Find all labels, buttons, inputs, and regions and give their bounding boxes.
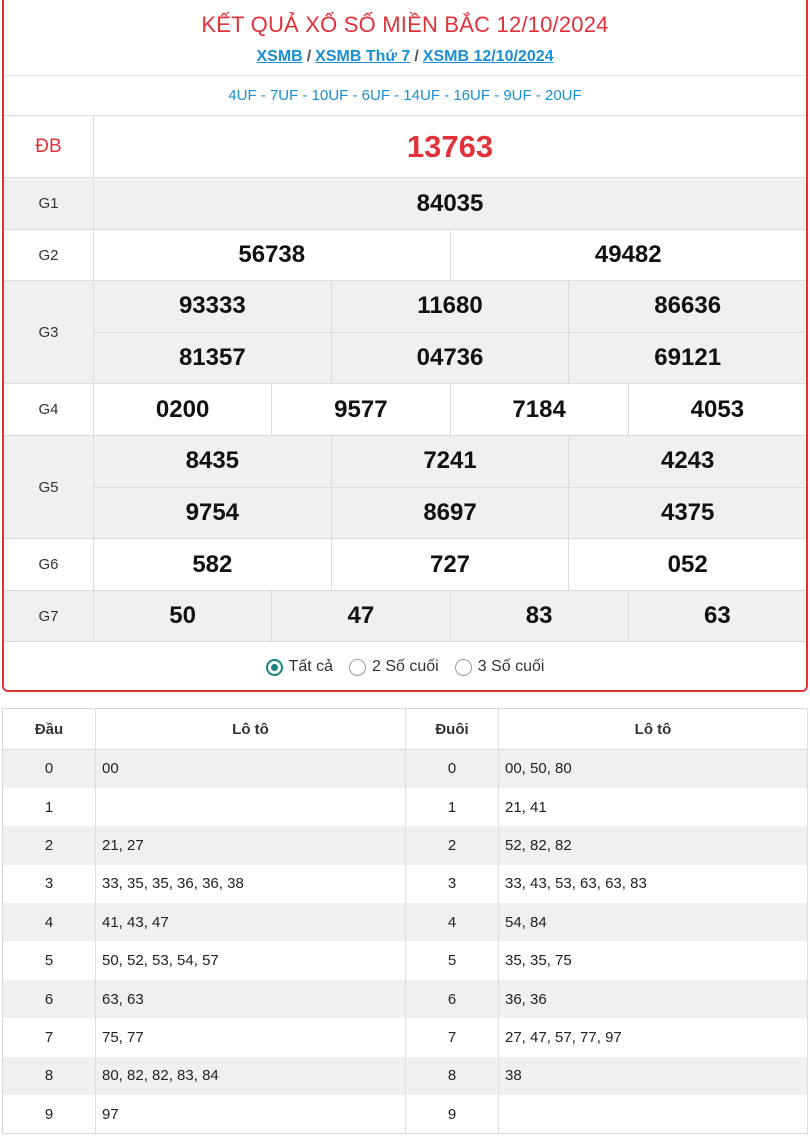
loto-duoi-values: 38 — [499, 1057, 808, 1095]
prize-row-đb — [4, 116, 806, 178]
loto-row — [3, 826, 808, 864]
prize-table — [4, 116, 806, 642]
loto-duoi: 9 — [406, 1095, 499, 1133]
prize-row-g6 — [4, 539, 806, 591]
prize-row-g3 — [4, 281, 806, 384]
prize-label: G6 — [4, 539, 94, 590]
prize-row-g4 — [4, 384, 806, 436]
loto-duoi-values: 52, 82, 82 — [499, 826, 808, 864]
loto-dau-values: 00 — [96, 750, 406, 788]
loto-duoi: 5 — [406, 941, 499, 979]
loto-row — [3, 865, 808, 903]
prize-number: 582 — [192, 550, 233, 578]
prize-numbers — [94, 230, 806, 280]
prize-number: 50 — [169, 602, 196, 629]
prize-line — [94, 230, 806, 280]
option-last-2-label: 2 Số cuối — [372, 658, 439, 675]
loto-row — [3, 788, 808, 826]
loto-duoi: 0 — [406, 750, 499, 788]
prize-number: 4053 — [628, 384, 806, 435]
header-duoi: Đuôi — [406, 709, 499, 750]
prize-number: 04736 — [331, 333, 569, 384]
loto-duoi-values: 27, 47, 57, 77, 97 — [499, 1018, 808, 1056]
breadcrumb-link-weekday[interactable]: XSMB Thứ 7 — [315, 48, 411, 65]
prize-number: 11680 — [331, 281, 569, 332]
option-last-3[interactable] — [455, 658, 545, 676]
header-dau-loto: Lô tô — [96, 709, 406, 750]
loto-dau-values — [96, 788, 406, 826]
prize-numbers — [94, 384, 806, 435]
prize-number: 83 — [450, 591, 628, 641]
loto-dau: 4 — [3, 903, 96, 941]
prize-label: G4 — [4, 384, 94, 435]
option-all-label: Tất cả — [288, 658, 334, 675]
loto-dau: 6 — [3, 980, 96, 1018]
loto-dau: 3 — [3, 865, 96, 903]
breadcrumb-separator: / — [414, 48, 419, 65]
loto-row — [3, 1018, 808, 1056]
prize-number: 9754 — [185, 498, 240, 526]
prize-number: 4243 — [568, 436, 806, 487]
radio-unchecked-icon[interactable] — [455, 659, 472, 676]
breadcrumb — [4, 48, 806, 76]
radio-checked-icon[interactable] — [266, 659, 283, 676]
prize-line — [94, 116, 806, 177]
prize-numbers — [94, 436, 806, 538]
loto-dau: 0 — [3, 750, 96, 788]
prize-label: G7 — [4, 591, 94, 641]
prize-label: G2 — [4, 230, 94, 280]
prize-row-g5 — [4, 436, 806, 539]
loto-duoi: 4 — [406, 903, 499, 941]
option-last-2[interactable] — [349, 658, 439, 676]
prize-numbers — [94, 116, 806, 177]
loto-table — [2, 708, 808, 1134]
loto-row — [3, 980, 808, 1018]
prize-number: 9577 — [271, 384, 449, 435]
prize-number: 0200 — [155, 395, 210, 423]
loto-dau: 5 — [3, 941, 96, 979]
loto-row — [3, 750, 808, 788]
loto-dau-values: 21, 27 — [96, 826, 406, 864]
loto-duoi: 7 — [406, 1018, 499, 1056]
prize-label: G3 — [4, 281, 94, 383]
prize-numbers — [94, 591, 806, 641]
loto-dau-values: 75, 77 — [96, 1018, 406, 1056]
loto-dau-values: 50, 52, 53, 54, 57 — [96, 941, 406, 979]
loto-duoi-values: 54, 84 — [499, 903, 808, 941]
prize-number: 86636 — [568, 281, 806, 332]
loto-dau-values: 33, 35, 35, 36, 36, 38 — [96, 865, 406, 903]
page-title: KẾT QUẢ XỔ SỐ MIỀN BẮC 12/10/2024 — [201, 12, 609, 37]
prize-number: 8435 — [185, 447, 240, 475]
loto-duoi-values: 33, 43, 53, 63, 63, 83 — [499, 865, 808, 903]
prize-label: G1 — [4, 178, 94, 229]
loto-header-row — [3, 709, 808, 750]
prize-number: 69121 — [568, 333, 806, 384]
loto-dau: 7 — [3, 1018, 96, 1056]
loto-duoi-values: 21, 41 — [499, 788, 808, 826]
loto-duoi: 3 — [406, 865, 499, 903]
prize-number: 84035 — [416, 189, 484, 217]
prize-number: 49482 — [450, 230, 807, 280]
loto-row — [3, 903, 808, 941]
loto-dau-values: 97 — [96, 1095, 406, 1133]
loto-row — [3, 941, 808, 979]
prize-line — [94, 539, 806, 590]
loto-duoi: 1 — [406, 788, 499, 826]
header-dau: Đầu — [3, 709, 96, 750]
loto-dau: 9 — [3, 1095, 96, 1133]
prize-line — [94, 384, 806, 435]
header-duoi-loto: Lô tô — [499, 709, 808, 750]
prize-number: 052 — [568, 539, 806, 590]
prize-number: 47 — [271, 591, 449, 641]
prize-numbers — [94, 539, 806, 590]
loto-dau: 1 — [3, 788, 96, 826]
prize-number: 81357 — [178, 343, 246, 371]
option-all[interactable] — [266, 658, 333, 676]
loto-body — [3, 750, 808, 1134]
prize-row-g1 — [4, 178, 806, 230]
special-codes: 4UF - 7UF - 10UF - 6UF - 14UF - 16UF - 9UF - 20UF — [4, 76, 806, 116]
loto-duoi-values: 35, 35, 75 — [499, 941, 808, 979]
prize-number: 56738 — [238, 241, 306, 268]
radio-unchecked-icon[interactable] — [349, 659, 366, 676]
prize-numbers — [94, 178, 806, 229]
results-panel — [2, 0, 808, 692]
prize-label: ĐB — [4, 116, 94, 177]
prize-number: 63 — [628, 591, 806, 641]
loto-duoi-values — [499, 1095, 808, 1133]
loto-dau-values: 41, 43, 47 — [96, 903, 406, 941]
loto-duoi: 8 — [406, 1057, 499, 1095]
prize-number: 4375 — [568, 488, 806, 539]
prize-label: G5 — [4, 436, 94, 538]
breadcrumb-link-xsmb[interactable]: XSMB — [256, 48, 303, 65]
prize-numbers — [94, 281, 806, 383]
loto-dau-values: 63, 63 — [96, 980, 406, 1018]
loto-dau: 2 — [3, 826, 96, 864]
loto-row — [3, 1095, 808, 1133]
display-options — [4, 642, 806, 692]
prize-number: 8697 — [331, 488, 569, 539]
loto-row — [3, 1057, 808, 1095]
option-last-3-label: 3 Số cuối — [477, 658, 545, 675]
loto-dau: 8 — [3, 1057, 96, 1095]
loto-duoi: 2 — [406, 826, 499, 864]
prize-line — [94, 487, 806, 539]
prize-line — [94, 178, 806, 229]
prize-line — [94, 332, 806, 384]
prize-number: 7184 — [450, 384, 628, 435]
breadcrumb-separator: / — [306, 48, 312, 65]
special-prize-number: 13763 — [406, 128, 494, 164]
prize-number: 7241 — [331, 436, 569, 487]
prize-number: 727 — [331, 539, 569, 590]
loto-duoi-values: 00, 50, 80 — [499, 750, 808, 788]
prize-line — [94, 281, 806, 332]
loto-duoi: 6 — [406, 980, 499, 1018]
prize-row-g2 — [4, 230, 806, 281]
prize-line — [94, 436, 806, 487]
breadcrumb-link-date[interactable]: XSMB 12/10/2024 — [422, 48, 554, 65]
prize-number: 93333 — [178, 292, 246, 320]
loto-duoi-values: 36, 36 — [499, 980, 808, 1018]
prize-row-g7 — [4, 591, 806, 642]
prize-line — [94, 591, 806, 641]
loto-dau-values: 80, 82, 82, 83, 84 — [96, 1057, 406, 1095]
